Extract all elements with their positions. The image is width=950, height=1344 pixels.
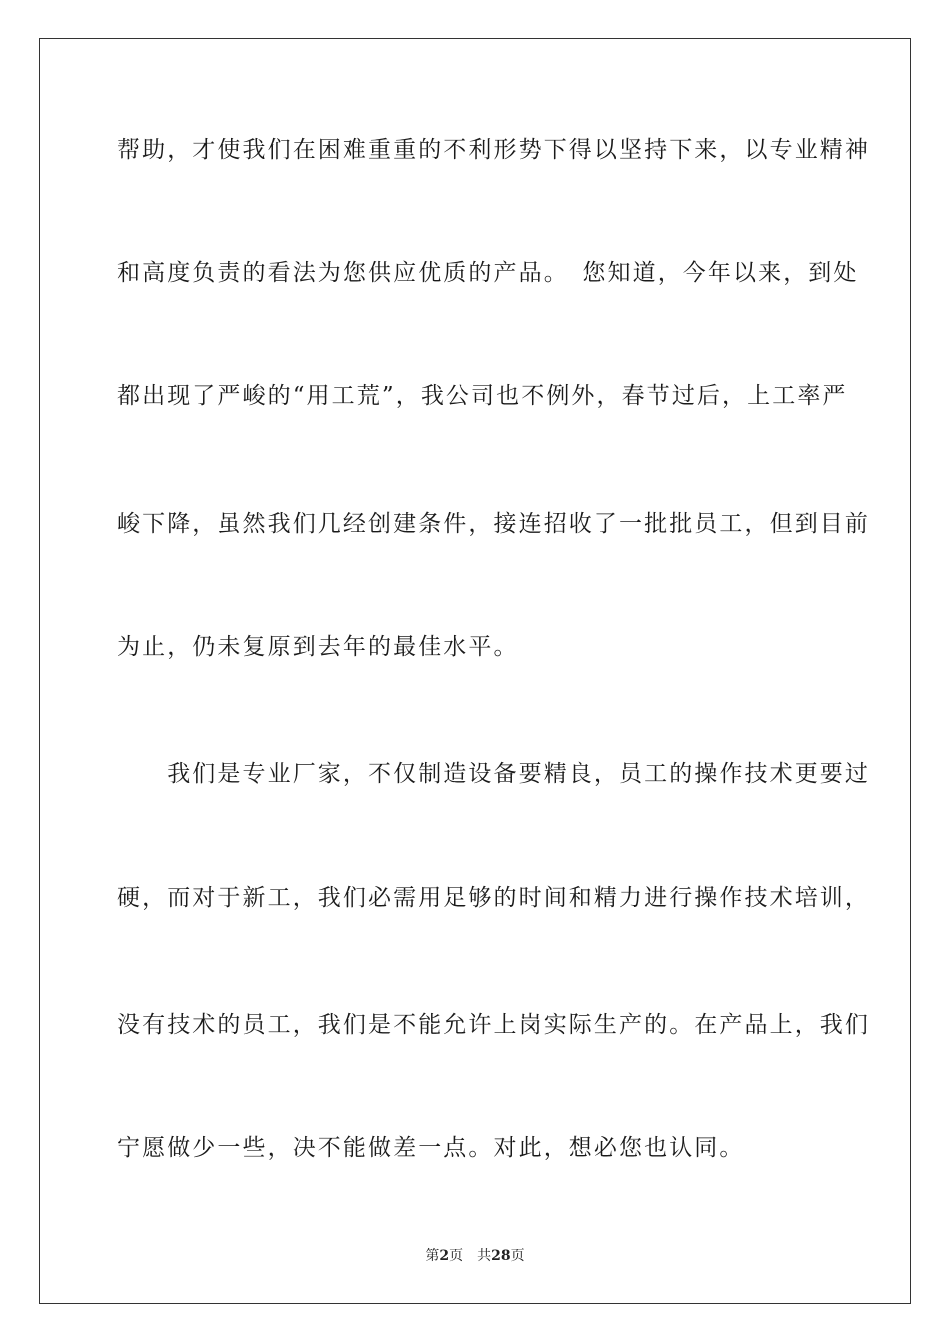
body-line-3: 都出现了严峻的“用工荒”，我公司也不例外，春节过后，上工率严 (117, 383, 848, 409)
footer-page-number: 2 (439, 1248, 450, 1264)
footer-page-prefix: 第 (425, 1248, 440, 1264)
footer-page-suffix: 页 (449, 1248, 464, 1264)
page-footer (0, 1246, 950, 1266)
footer-total-pages: 28 (491, 1248, 511, 1264)
footer-total-suffix: 页 (510, 1248, 525, 1264)
page-border (39, 38, 911, 1304)
body-line-7: 硬，而对于新工，我们必需用足够的时间和精力进行操作技术培训， (117, 885, 870, 911)
body-line-1: 帮助，才使我们在困难重重的不利形势下得以坚持下来，以专业精神 (117, 137, 870, 163)
body-line-6: 我们是专业厂家，不仅制造设备要精良，员工的操作技术更要过 (117, 761, 870, 787)
body-line-8: 没有技术的员工，我们是不能允许上岗实际生产的。在产品上，我们 (117, 1012, 870, 1038)
body-line-5: 为止，仍未复原到去年的最佳水平。 (117, 634, 519, 660)
body-line-4: 峻下降，虽然我们几经创建条件，接连招收了一批批员工，但到目前 (117, 511, 870, 537)
footer-total-prefix: 共 (477, 1248, 492, 1264)
body-line-9: 宁愿做少一些，决不能做差一点。对此，想必您也认同。 (117, 1135, 745, 1161)
body-line-2: 和高度负责的看法为您供应优质的产品。 您知道，今年以来，到处 (117, 260, 859, 286)
